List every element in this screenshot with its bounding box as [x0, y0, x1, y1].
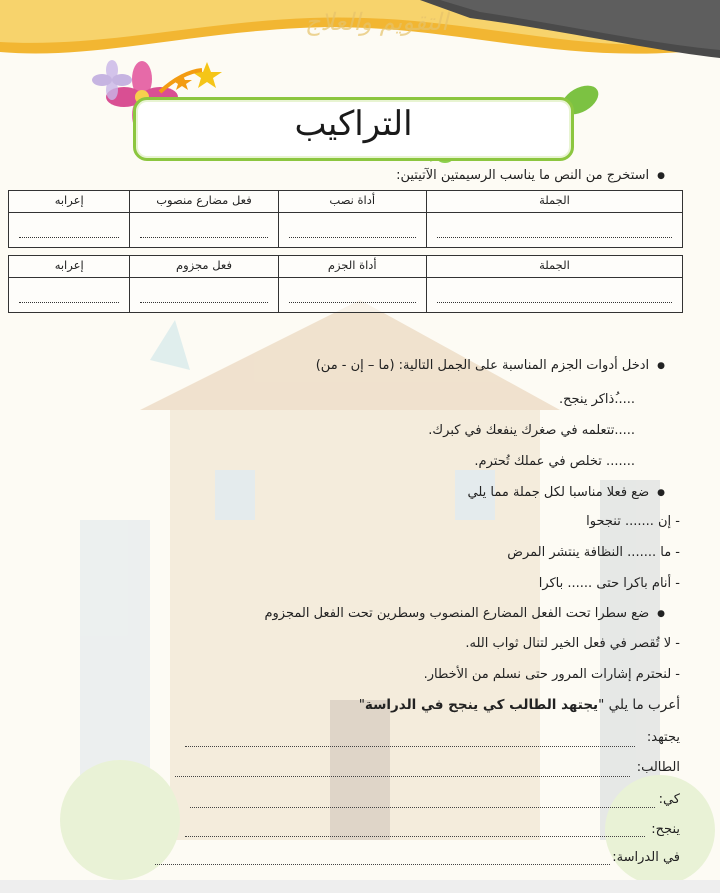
answer-cell[interactable] [278, 278, 426, 313]
q5-instruction [359, 697, 680, 713]
q3-instruction: ● ضع فعلا مناسبا لكل جملة مما يلي [468, 485, 666, 500]
q5-answer-line-2[interactable] [175, 775, 630, 777]
q5-instruction-prefix: أعرب ما يلي " [598, 697, 680, 713]
header-majzum-verb: فعل مجزوم [130, 256, 278, 278]
answer-cell[interactable] [130, 213, 278, 248]
q5-answer-line-3[interactable] [190, 806, 655, 808]
q5-word-2: الطالب: [636, 760, 680, 775]
q2-item-2: .....تتعلمه في صغرك ينفعك في كبرك. [428, 423, 635, 438]
q2-instruction: ● ادخل أدوات الجزم المناسبة على الجمل التالية: (ما – إن - من) [316, 358, 665, 373]
answer-cell[interactable] [130, 278, 278, 313]
header-mansub-verb: فعل مضارع منصوب [130, 191, 278, 213]
answer-cell[interactable] [426, 278, 682, 313]
q5-word-4: ينجح: [651, 822, 680, 837]
q4-instruction: ● ضع سطرا تحت الفعل المضارع المنصوب وسطرين تحت الفعل المجزوم [264, 606, 665, 621]
answer-cell[interactable] [426, 213, 682, 248]
section-title-box [133, 97, 574, 161]
q5-sentence: يجتهد الطالب كي ينجح في الدراسة [364, 697, 599, 713]
q5-word-3: كي: [658, 792, 680, 807]
q3-item-1: - إن ....... تنجحوا [586, 514, 680, 529]
header-parsing: إعرابه [9, 191, 130, 213]
header-jazm-tool: أداة الجزم [278, 256, 426, 278]
q5-answer-line-1[interactable] [185, 745, 635, 747]
q5-word-5: في الدراسة: [612, 850, 680, 865]
q5-answer-line-5[interactable] [155, 863, 610, 865]
q5-word-1: يجتهد: [646, 730, 680, 745]
q1-instruction: ● استخرج من النص ما يناسب الرسيمتين الآتيتين: [396, 168, 665, 183]
section-title: التراكيب [294, 104, 413, 144]
q4-item-2: - لنحترم إشارات المرور حتى نسلم من الأخطار. [423, 667, 680, 682]
q5-answer-line-4[interactable] [185, 835, 645, 837]
header-sentence: الجملة [426, 191, 682, 213]
answer-cell[interactable] [278, 213, 426, 248]
header-nasb-tool: أداة نصب [278, 191, 426, 213]
q3-item-2: - ما ....... النظافة ينتشر المرض [507, 545, 680, 560]
answer-cell[interactable] [9, 278, 130, 313]
banner-title: التقويم والعلاج [305, 8, 449, 36]
header-sentence: الجملة [426, 256, 682, 278]
answer-cell[interactable] [9, 213, 130, 248]
q2-item-3: ....... تخلص في عملك تُحترم. [474, 454, 635, 469]
q3-item-3: - أنام باكرا حتى ...... باكرا [538, 576, 680, 591]
q4-item-1: - لا تُقصر في فعل الخير لتنال ثواب الله. [465, 636, 680, 651]
header-parsing: إعرابه [9, 256, 130, 278]
extraction-table-jazm [8, 255, 683, 313]
extraction-table-nasb [8, 190, 683, 248]
q5-instruction-suffix: " [358, 697, 365, 713]
q2-item-1: .....ُذاكر ينجح. [558, 392, 635, 407]
